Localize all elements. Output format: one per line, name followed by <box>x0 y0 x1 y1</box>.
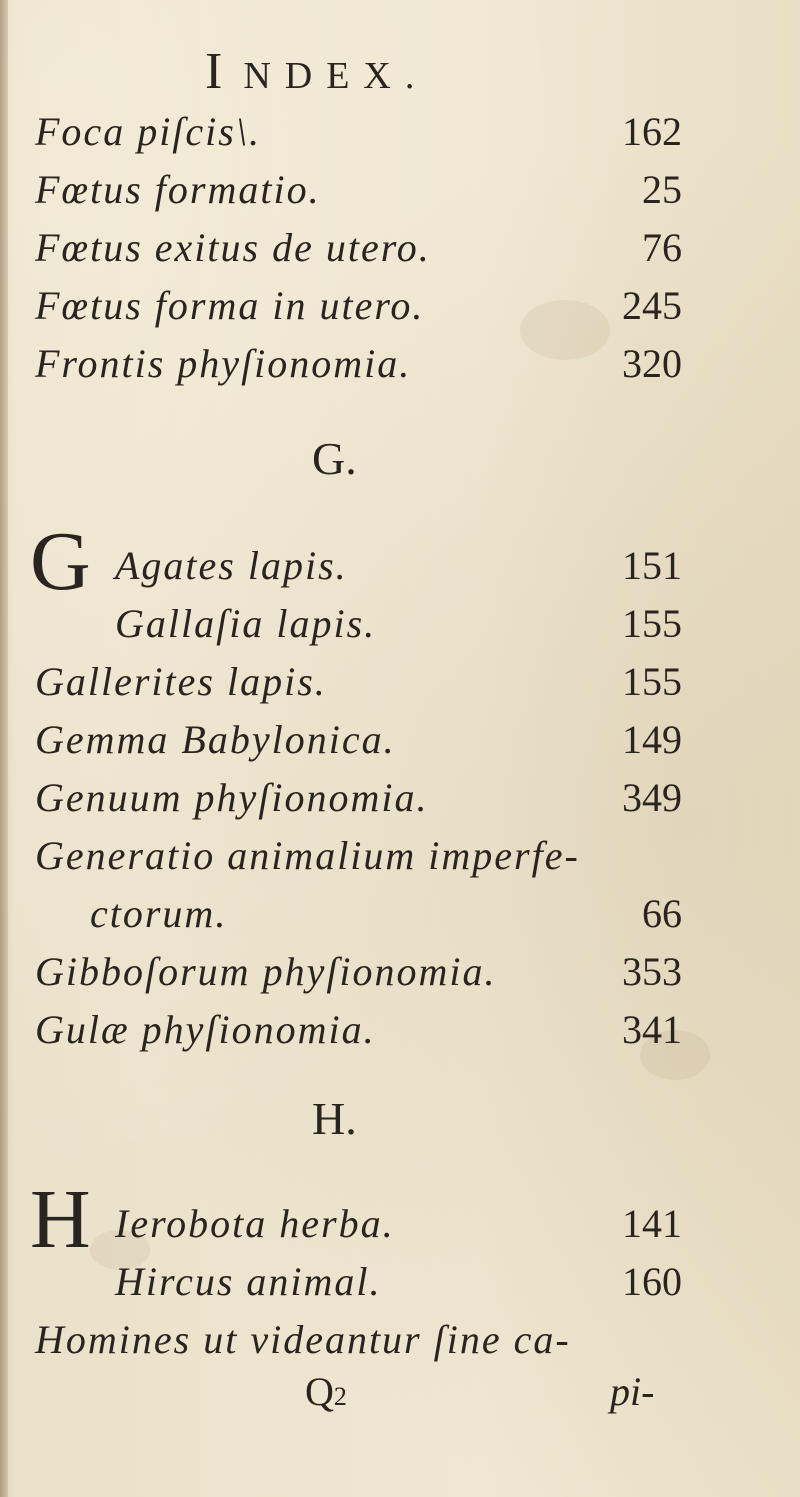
drop-cap-h: H <box>30 1173 91 1266</box>
index-page-number: 349 <box>622 775 682 820</box>
index-page-number: 320 <box>622 341 682 386</box>
index-term: Fœtus formatio. <box>35 167 321 212</box>
index-term: Gallaſia lapis. <box>115 601 377 646</box>
signature-letter: Q <box>305 1369 334 1414</box>
index-term: Gulæ phyſionomia. <box>35 1007 376 1052</box>
index-page-number: 162 <box>622 109 682 154</box>
index-term: Homines ut videantur ſine ca- <box>35 1317 571 1362</box>
index-term: Genuum phyſionomia. <box>35 775 429 820</box>
index-term: Fœtus exitus de utero. <box>35 225 431 270</box>
index-term: Fœtus forma in utero. <box>35 283 425 328</box>
index-entry <box>0 166 800 216</box>
section-heading-g: G. <box>312 433 357 484</box>
index-term: Agates lapis. <box>115 543 348 588</box>
index-term: Gallerites lapis. <box>35 659 327 704</box>
index-entry <box>0 1006 800 1056</box>
index-entry <box>0 1258 800 1308</box>
index-term: Gemma Babylonica. <box>35 717 396 762</box>
drop-cap-g: G <box>30 515 91 608</box>
index-term: ctorum. <box>90 891 228 936</box>
index-page-number: 76 <box>642 225 682 270</box>
index-term: Foca piſcis\. <box>35 109 261 154</box>
signature-number: 2 <box>333 1382 347 1411</box>
index-page-number: 25 <box>642 167 682 212</box>
index-entry <box>0 224 800 274</box>
index-page-number: 66 <box>642 891 682 936</box>
index-page-number: 245 <box>622 283 682 328</box>
index-entry <box>0 658 800 708</box>
index-entry <box>0 282 800 332</box>
index-term: Ierobota herba. <box>115 1201 395 1246</box>
index-entry <box>0 600 800 650</box>
signature-mark <box>305 1368 347 1415</box>
index-entry <box>0 1200 800 1250</box>
index-page-number: 149 <box>622 717 682 762</box>
index-page-number: 155 <box>622 659 682 704</box>
index-term: Frontis phyſionomia. <box>35 341 412 386</box>
index-page-number: 353 <box>622 949 682 994</box>
index-term: Gibboſorum phyſionomia. <box>35 949 497 994</box>
section-heading-h: H. <box>312 1093 357 1144</box>
header-title-rest: NDEX. <box>243 55 429 97</box>
index-term: Generatio animalium imperfe- <box>35 833 580 878</box>
index-entry <box>0 542 800 592</box>
catchword: pi- <box>610 1369 655 1414</box>
index-term: Hircus animal. <box>115 1259 382 1304</box>
index-entry <box>0 108 800 158</box>
index-entry <box>0 1316 800 1366</box>
header-initial: I <box>205 43 227 100</box>
index-entry <box>0 716 800 766</box>
index-entry <box>0 948 800 998</box>
index-page-number: 341 <box>622 1007 682 1052</box>
index-entry <box>0 774 800 824</box>
index-page-number: 151 <box>622 543 682 588</box>
index-entry <box>0 832 800 882</box>
index-page-number: 160 <box>622 1259 682 1304</box>
index-entry <box>0 340 800 390</box>
index-page-number: 141 <box>622 1201 682 1246</box>
index-entry <box>0 890 800 940</box>
index-page-number: 155 <box>622 601 682 646</box>
page-header <box>205 42 428 101</box>
